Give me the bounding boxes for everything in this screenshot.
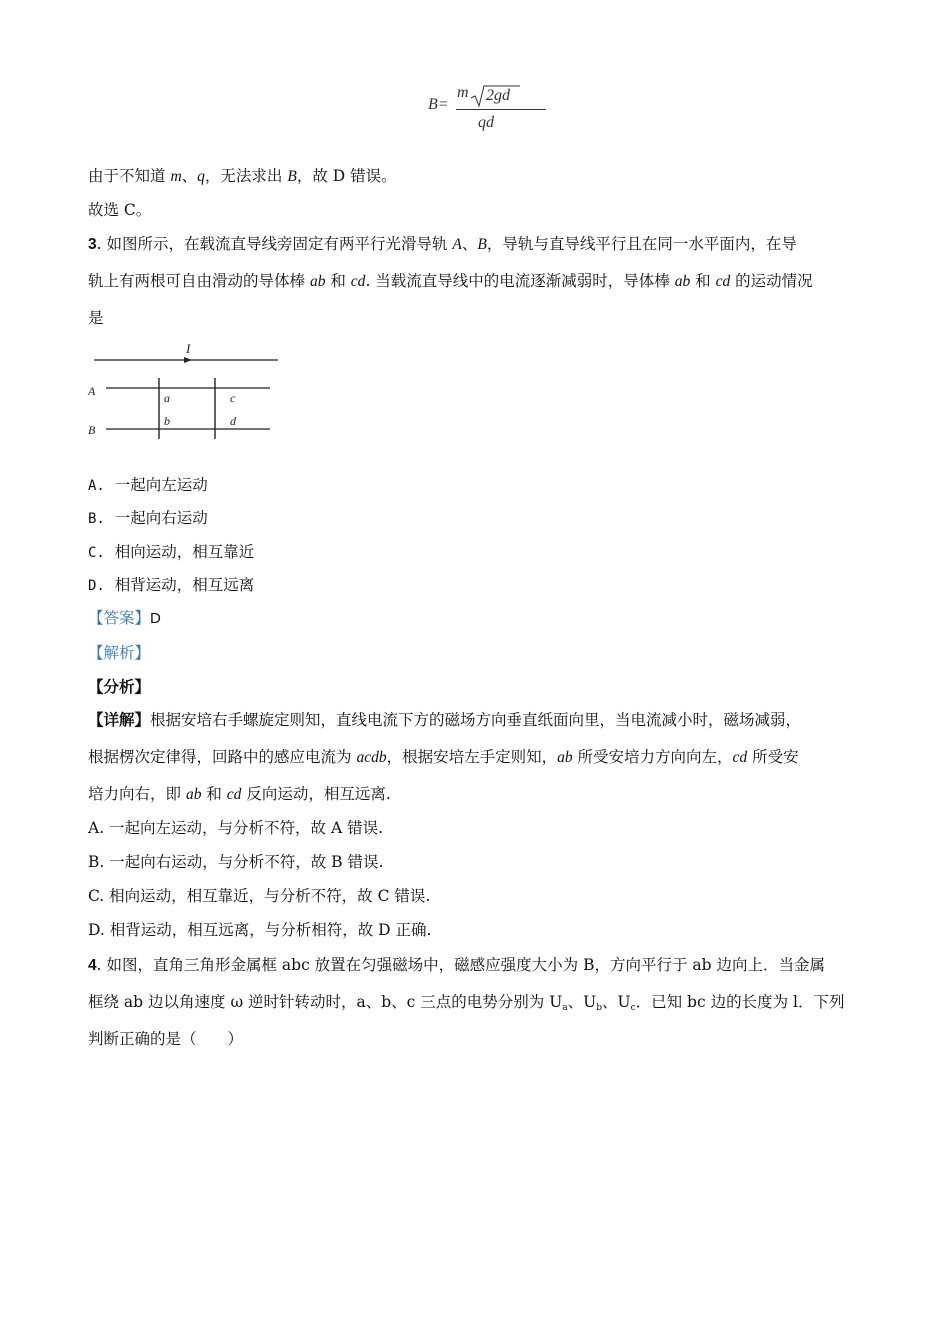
fraction-bar (456, 109, 546, 110)
option-a: A. 一起向左运动 (88, 476, 208, 494)
label-d: d (230, 414, 236, 428)
formula-denominator: qd (478, 114, 494, 131)
question-4-line-1: 4. 如图，直角三角形金属框 abc 放置在匀强磁场中，磁感应强度大小为 B，方向平行于 ab 边向上．当金属 (88, 956, 826, 974)
label-A: A (88, 384, 96, 398)
question-number: 3 (88, 236, 97, 253)
question-number: 4 (88, 957, 97, 974)
option-b: B. 一起向右运动 (88, 509, 208, 527)
text-line: 故选 C。 (88, 201, 152, 219)
question-4-line-2: 框绕 ab 边以角速度 ω 逆时针转动时，a、b、c 三点的电势分别为 $U_a$、$U_b$、$U_c$．已知 bc 边的长度为 l．下列 (88, 993, 845, 1013)
question-4-line-3: 判断正确的是（ ） (88, 1030, 244, 1048)
detail-line-2: 根据楞次定律得，回路中的感应电流为 acdb，根据安培左手定则知，ab 所受安培力方向向左，cd 所受安 (88, 748, 799, 766)
label-b: b (164, 414, 170, 428)
jiexi-tag: 【解析】 (88, 644, 151, 662)
answer-tag: 【答案】 (88, 609, 151, 627)
formula-b (428, 84, 528, 136)
fenxi-tag: 【分析】 (88, 677, 151, 696)
analysis-c: C. 相向运动，相互靠近，与分析不符，故 C 错误. (88, 887, 431, 905)
arrow-icon (184, 357, 192, 363)
option-c: C. 相向运动，相互靠近 (88, 543, 255, 561)
answer-value: D (150, 610, 161, 627)
rails-figure (84, 338, 284, 448)
analysis-b: B. 一起向右运动，与分析不符，故 B 错误. (88, 853, 384, 871)
detail-line-3: 培力向右，即 ab 和 cd 反向运动，相互远离. (88, 785, 391, 803)
question-3-line-2: 轨上有两根可自由滑动的导体棒 ab 和 cd. 当载流直导线中的电流逐渐减弱时，导体棒 ab 和 cd 的运动情况 (88, 272, 813, 290)
formula-m: m (457, 84, 469, 101)
answer-line (88, 608, 161, 629)
label-a: a (164, 391, 170, 405)
detail-line-1: 【详解】根据安培右手螺旋定则知，直线电流下方的磁场方向垂直纸面向里，当电流减小时，磁场减弱， (88, 710, 802, 729)
text-line: 由于不知道 m、q，无法求出 B，故 D 错误。 (88, 167, 397, 185)
formula-lhs: B= (428, 96, 449, 113)
analysis-a: A. 一起向左运动，与分析不符，故 A 错误. (88, 819, 384, 837)
label-c: c (230, 391, 236, 405)
label-B: B (88, 423, 96, 437)
option-d: D. 相背运动，相互远离 (88, 576, 255, 594)
analysis-d: D. 相背运动，相互远离，与分析相符，故 D 正确. (88, 921, 432, 939)
detail-tag: 【详解】 (88, 710, 151, 729)
formula-radicand: 2gd (486, 87, 510, 104)
label-I: I (186, 341, 191, 356)
question-3-line-1: 3. 如图所示，在载流直导线旁固定有两平行光滑导轨 A、B，导轨与直导线平行且在同一水平面内，在导 (88, 235, 797, 253)
question-3-line-3: 是 (88, 309, 104, 327)
